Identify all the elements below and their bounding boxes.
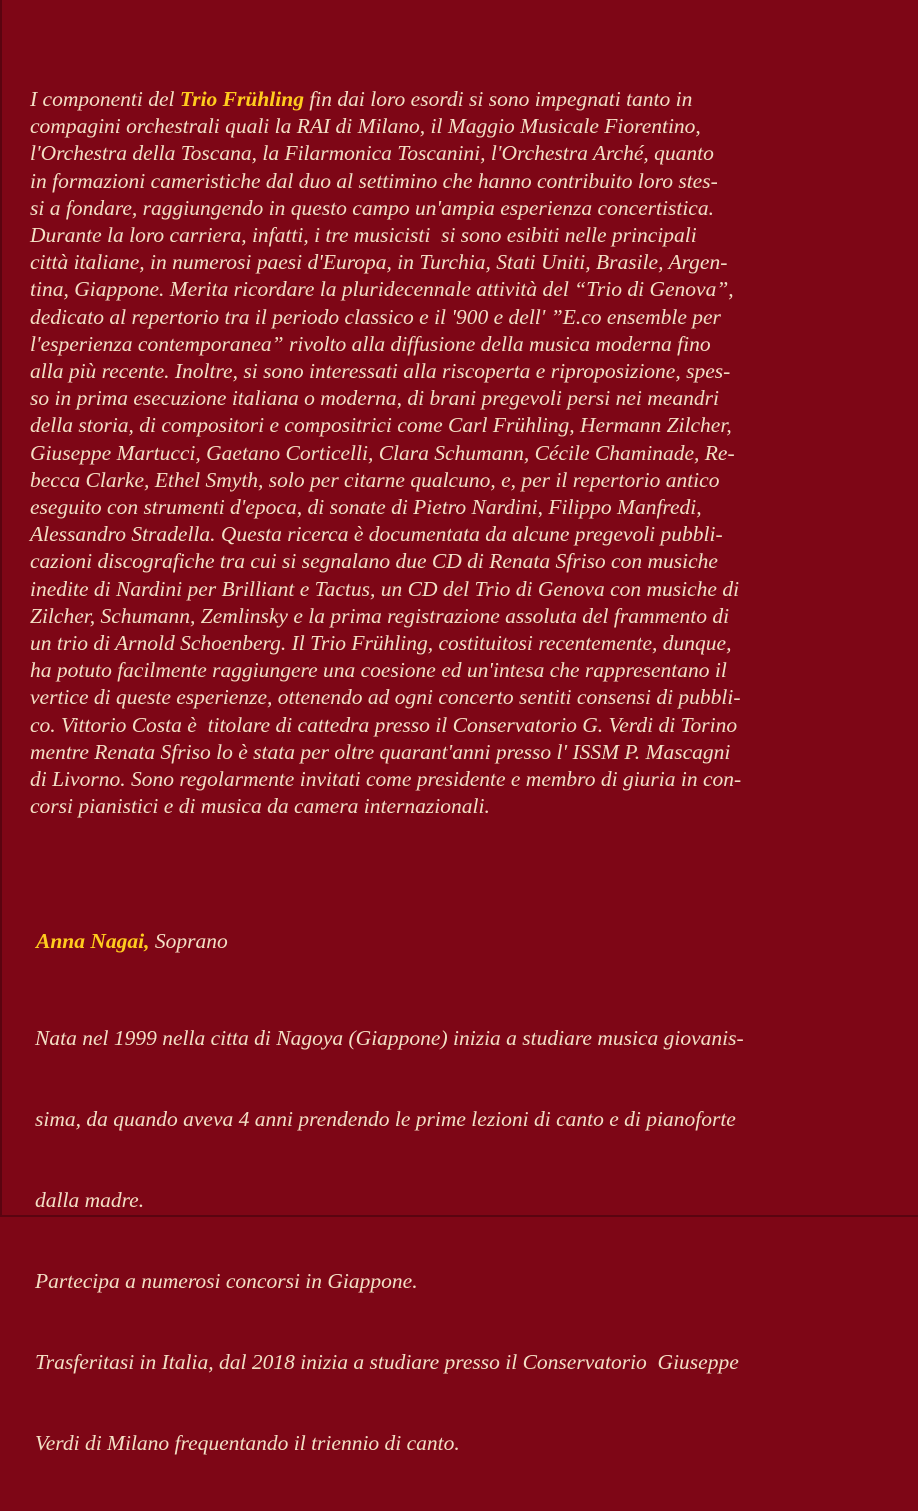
bio-line: un trio di Arnold Schoenberg. Il Trio Frühling, costituitosi recentemente, dunque, [30, 631, 732, 656]
bio-line: Giuseppe Martucci, Gaetano Corticelli, Clara Schumann, Cécile Chaminade, Re- [30, 440, 735, 465]
bio-line: di Livorno. Sono regolarmente invitati come presidente e membro di giuria in con- [30, 767, 742, 792]
bio-line: l'Orchestra della Toscana, la Filarmonica Toscanini, l'Orchestra Arché, quanto [30, 141, 714, 166]
bio-line: Zilcher, Schumann, Zemlinsky e la prima registrazione assoluta del frammento di [30, 603, 730, 628]
soloist-role: Soprano [149, 929, 228, 953]
bio-line: si a fondare, raggiungendo in questo campo un'ampia esperienza concertistica. [30, 195, 714, 220]
soloist-name: Anna Nagai, [36, 929, 150, 953]
bio-line: cazioni discografiche tra cui si segnalano due CD di Renata Sfriso con musiche [30, 549, 718, 574]
soloist-bio-line: sima, da quando aveva 4 anni prendendo le prime lezioni di canto e di pianoforte [35, 1107, 736, 1131]
bio-line: tina, Giappone. Merita ricordare la pluridecennale attività del “Trio di Genova”, [30, 277, 734, 302]
bio-line: inedite di Nardini per Brilliant e Tactus, un CD del Trio di Genova con musiche di [30, 576, 740, 601]
bio-line: eseguito con strumenti d'epoca, di sonate di Pietro Nardini, Filippo Manfredi, [30, 495, 702, 520]
bio-line: corsi pianistici e di musica da camera internazionali. [30, 794, 490, 819]
bio-line: dedicato al repertorio tra il periodo classico e il '900 e dell' ”E.co ensemble per [30, 304, 721, 329]
soloist-heading [36, 927, 228, 955]
bio-line: l'esperienza contemporanea” rivolto alla diffusione della musica moderna fino [30, 331, 711, 356]
soloist-bio-line: Nata nel 1999 nella citta di Nagoya (Giappone) inizia a studiare musica giovanis- [35, 1026, 744, 1050]
soloist-bio-line: Verdi di Milano frequentando il triennio di canto. [35, 1431, 460, 1455]
bio-line: so in prima esecuzione italiana o moderna, di brani pregevoli persi nei meandri [30, 386, 719, 411]
bio-line: Durante la loro carriera, infatti, i tre musicisti si sono esibiti nelle principali [30, 223, 697, 248]
bio-line: città italiane, in numerosi paesi d'Europa, in Turchia, Stati Uniti, Brasile, Argen- [30, 250, 728, 275]
bio-line: in formazioni cameristiche dal duo al settimino che hanno contribuito loro stes- [30, 168, 718, 193]
bio-line: becca Clarke, Ethel Smyth, solo per citarne qualcuno, e, per il repertorio antico [30, 467, 720, 492]
soloist-bio-paragraph [35, 971, 895, 1511]
bio-line: alla più recente. Inoltre, si sono interessati alla riscoperta e riproposizione, spes- [30, 359, 731, 384]
bio-line: Alessandro Stradella. Questa ricerca è documentata da alcune pregevoli pubbli- [30, 522, 723, 547]
soloist-bio-line: Trasferitasi in Italia, dal 2018 inizia a studiare presso il Conservatorio Giuseppe [35, 1350, 739, 1374]
soloist-bio-line: Partecipa a numerosi concorsi in Giappone. [35, 1269, 418, 1293]
bio-line: vertice di queste esperienze, ottenendo ad ogni concerto sentiti consensi di pubbli- [30, 685, 741, 710]
bio-line: ha potuto facilmente raggiungere una coesione ed un'intesa che rappresentano il [30, 658, 727, 683]
bio-line-1-rest: fin dai loro esordi si sono impegnati tanto in [303, 87, 693, 111]
soloist-bio-line: dalla madre. [35, 1188, 145, 1212]
trio-bio-paragraph [30, 86, 892, 820]
bio-line: mentre Renata Sfriso lo è stata per oltre quarant'anni presso l' ISSM P. Mascagni [30, 739, 731, 764]
trio-name-highlight: Trio Frühling [179, 87, 304, 111]
bio-line: della storia, di compositori e compositrici come Carl Frühling, Hermann Zilcher, [30, 413, 732, 438]
bio-line: co. Vittorio Costa è titolare di cattedra presso il Conservatorio G. Verdi di Torino [30, 712, 738, 737]
bio-line: compagini orchestrali quali la RAI di Milano, il Maggio Musicale Fiorentino, [30, 114, 701, 139]
bio-line-1-intro: I componenti del [30, 87, 180, 111]
